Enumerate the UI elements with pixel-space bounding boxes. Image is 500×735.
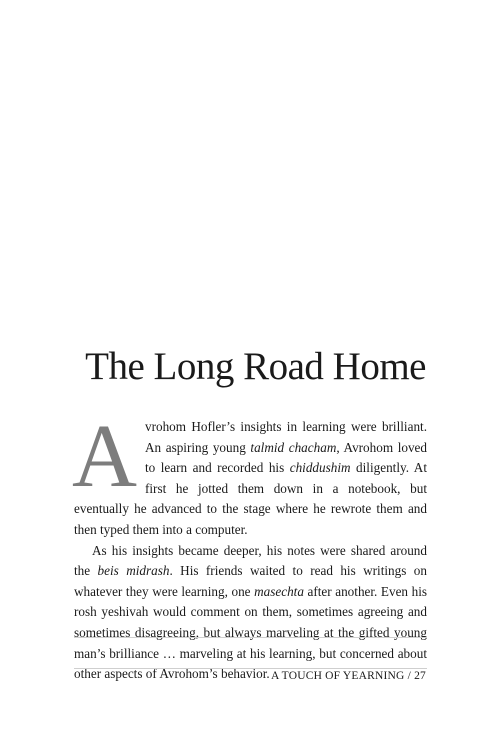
- running-footer: A TOUCH OF YEARNING / 27: [270, 670, 426, 682]
- italic-term: masechta: [254, 583, 304, 599]
- text-run: diligently. At first he jotted them down in a notebook, but eventually he advanced to the stage where he rewrote them and then typed them into a computer.: [74, 460, 427, 537]
- italic-term: chiddushim: [289, 460, 351, 476]
- text-run: As his insights became deeper, his notes were shared around the: [74, 542, 427, 579]
- text-run: vrohom Hofler’s insights in learning were brilliant. An aspiring young: [145, 419, 427, 455]
- drop-cap: A: [72, 407, 137, 506]
- paragraph: [74, 541, 427, 685]
- text-run: , Avrohom loved to learn and recorded his: [145, 439, 428, 476]
- italic-term: beis midrash: [97, 563, 170, 579]
- italic-term: talmid chacham: [250, 439, 337, 455]
- body-text: [72, 407, 428, 685]
- footer-rule: [74, 668, 427, 669]
- text-run: after another. Even his rosh yeshivah would comment on them, sometimes agreeing and sometimes disagreeing, but always marveling at the gifted young man’s brilliance … marveling at his learning, but concerned about other aspects of Avrohom’s behavior.: [74, 583, 427, 682]
- text-run: . His friends waited to read his writings on whatever they were learning, one: [74, 563, 427, 599]
- text-bottom-rule: [74, 637, 427, 638]
- chapter-title: The Long Road Home: [85, 345, 426, 388]
- paragraph: [72, 407, 428, 541]
